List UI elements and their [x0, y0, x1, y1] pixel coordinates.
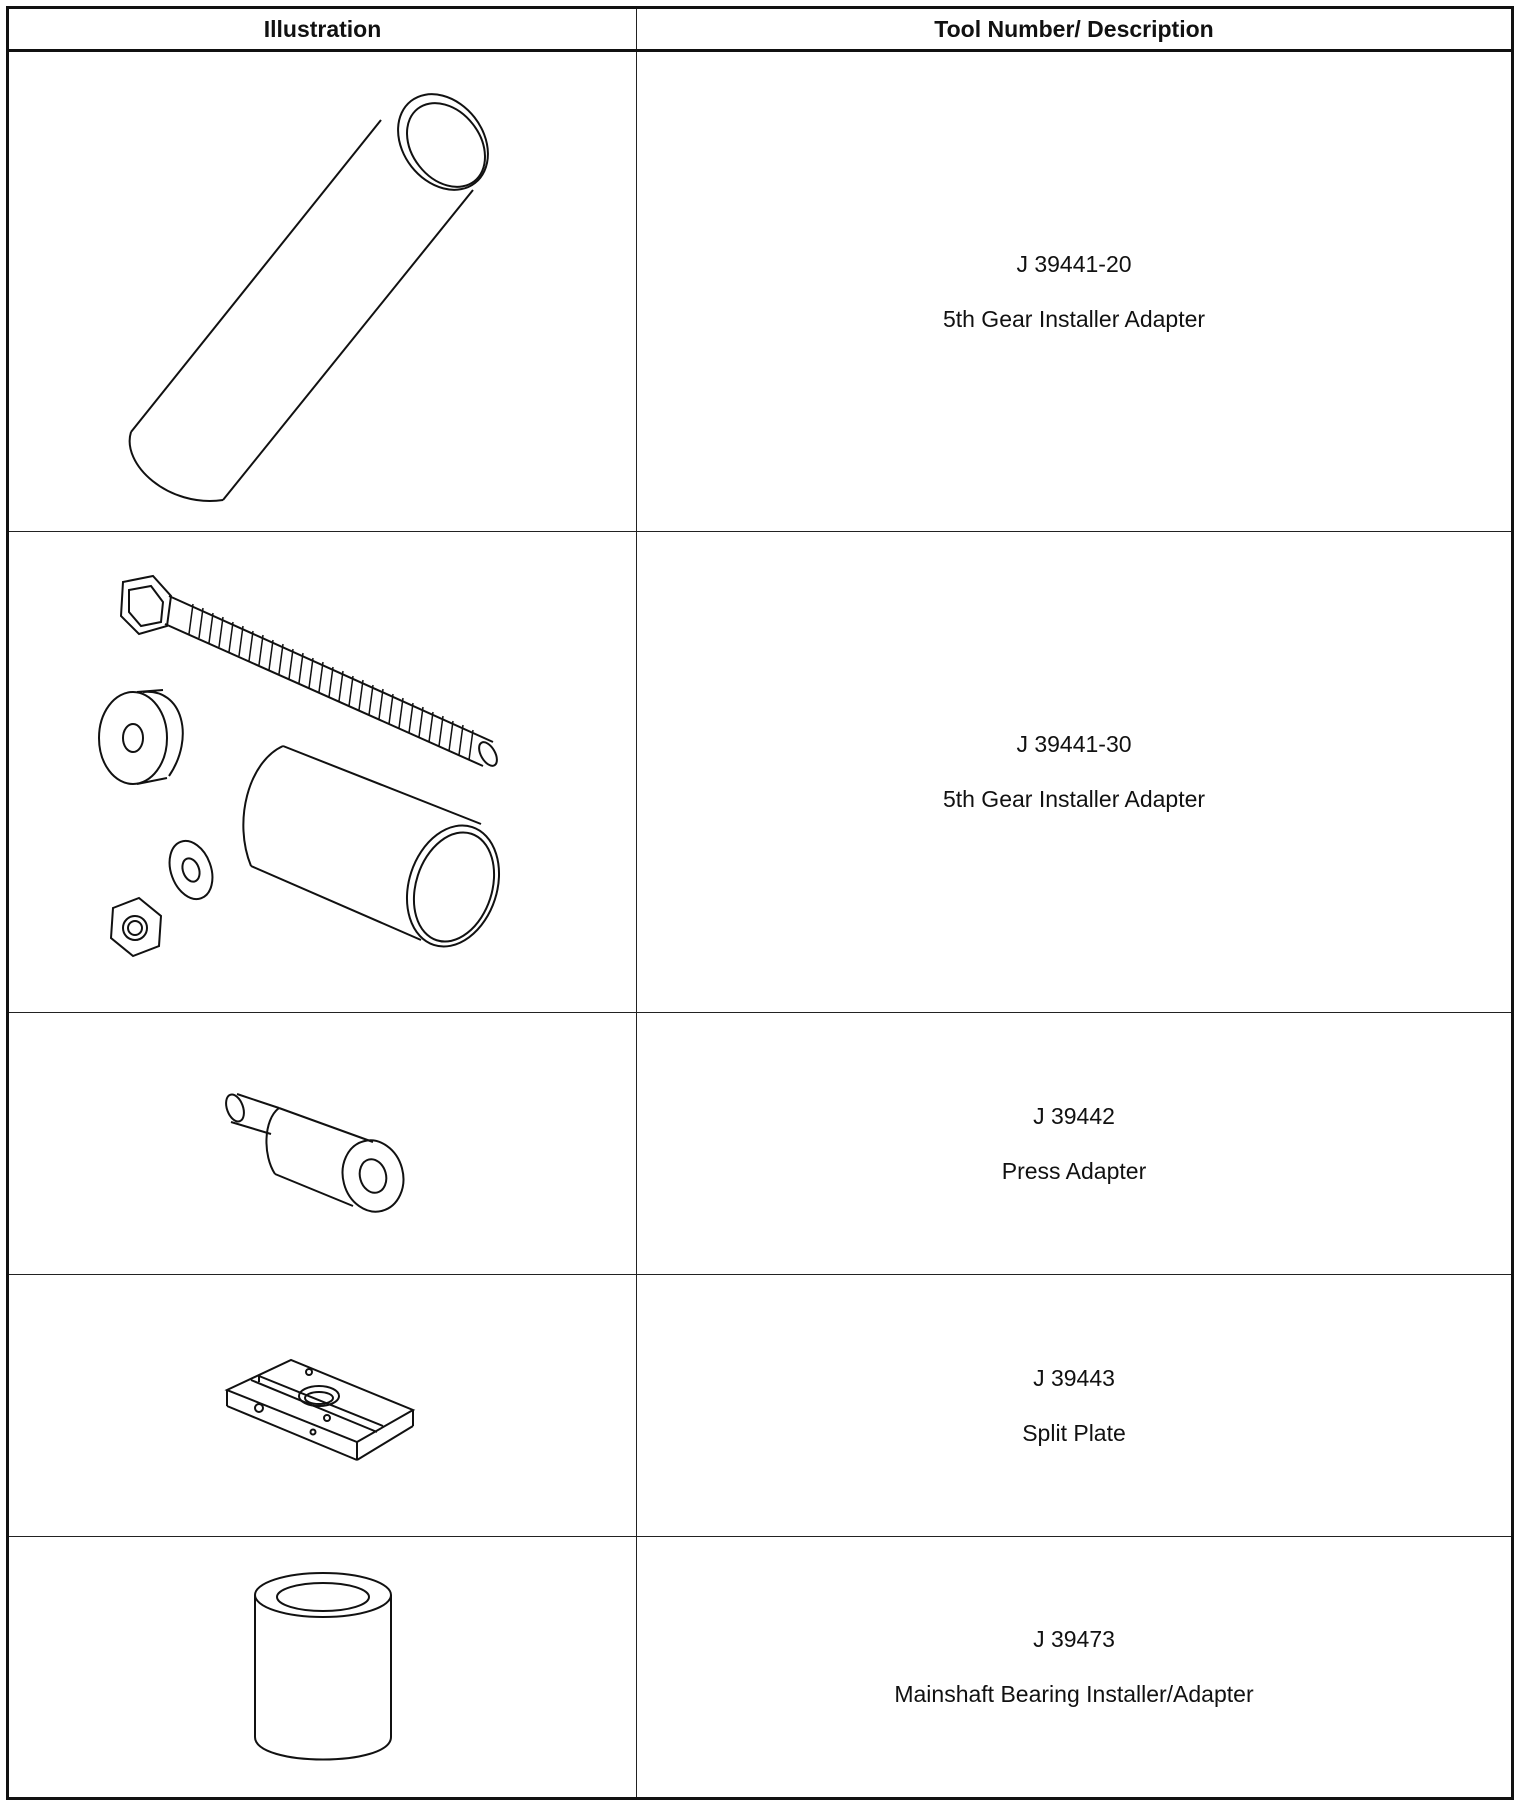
illustration-cell — [8, 1275, 637, 1537]
bearing-installer-icon — [248, 1567, 398, 1767]
table-row — [8, 532, 1513, 1013]
tool-description: Mainshaft Bearing Installer/Adapter — [894, 1681, 1254, 1707]
tool-description: 5th Gear Installer Adapter — [942, 786, 1206, 812]
description-cell — [637, 51, 1513, 532]
long-tube-adapter-icon — [113, 72, 533, 512]
table-row — [8, 1275, 1513, 1537]
tool-number: J 39443 — [1033, 1364, 1115, 1391]
tool-number: J 39442 — [1033, 1102, 1115, 1129]
description-cell — [637, 1275, 1513, 1537]
illustration-cell — [8, 532, 637, 1013]
illustration-cell — [8, 51, 637, 532]
tool-description: Press Adapter — [1001, 1157, 1147, 1184]
description-cell — [637, 532, 1513, 1013]
table-row — [8, 51, 1513, 532]
special-tools-table — [6, 6, 1514, 1800]
illustration-cell — [8, 1537, 637, 1799]
press-adapter-icon — [223, 1074, 423, 1214]
tool-number: J 39473 — [1033, 1626, 1115, 1652]
tool-number: J 39441-30 — [1016, 731, 1132, 757]
table-row — [8, 1537, 1513, 1799]
bolt-sleeve-kit-icon — [83, 562, 563, 982]
tool-description: 5th Gear Installer Adapter — [942, 305, 1206, 332]
header-illustration: Illustration — [8, 8, 637, 51]
table-row — [8, 1013, 1513, 1275]
tool-number: J 39441-20 — [1016, 250, 1132, 277]
split-plate-icon — [223, 1346, 423, 1466]
tool-description: Split Plate — [1022, 1419, 1126, 1446]
description-cell — [637, 1537, 1513, 1799]
illustration-cell — [8, 1013, 637, 1275]
header-tool-description: Tool Number/ Description — [637, 8, 1513, 51]
table-header-row — [8, 8, 1513, 51]
description-cell — [637, 1013, 1513, 1275]
